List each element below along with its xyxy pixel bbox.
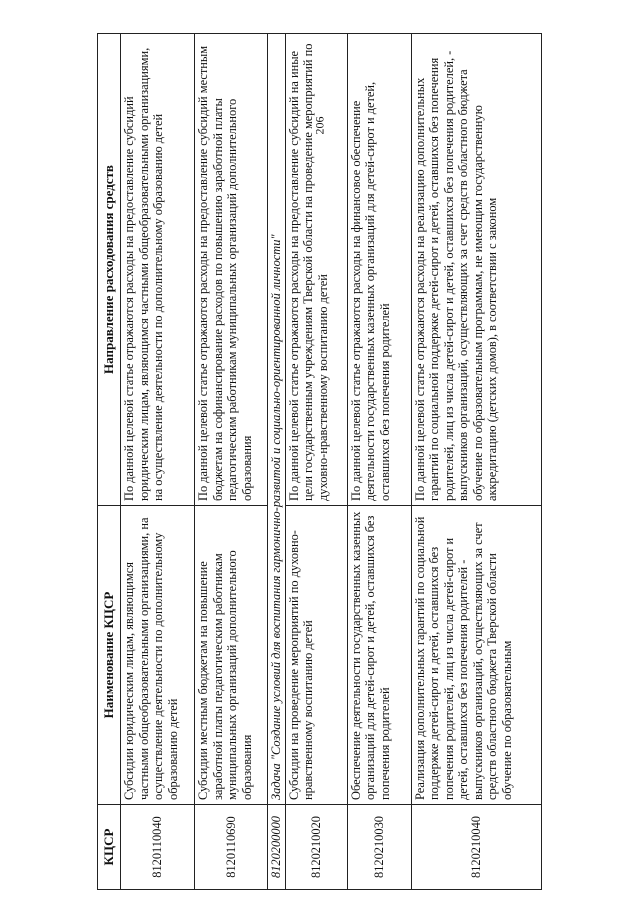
header-direction: Направление расходования средств: [98, 34, 121, 506]
row-name: Реализация дополнительных гарантий по социальной поддержке детей-сирот и детей, оставшихся без попечения родителей, лиц из числа детей-сирот и детей, оставшихся без попечения родителей - выпускников организаций, осуществляющих за счет средств областного бюджета Тверской области обучение по образовательным: [411, 506, 541, 805]
row-code: 8120210030: [347, 805, 411, 890]
task-text: Задача "Создание условий для воспитания гармонично-развитой и социально-ориентированной личности": [268, 34, 286, 805]
row-direction: По данной целевой статье отражаются расходы на финансовое обеспечение деятельности государственных казенных организаций для детей-сирот и детей, оставшихся без попечения родителей: [347, 34, 411, 506]
row-code: 8120210040: [411, 805, 541, 890]
header-code: КЦСР: [98, 805, 121, 890]
rotated-table-container: [97, 34, 597, 890]
row-direction: По данной целевой статье отражаются расходы на предоставление субсидий местным бюджетам на софинансирование расходов по повышению заработной платы педагогическим работникам муниципальных организаций дополнительного образования: [195, 34, 268, 506]
row-name: Субсидии юридическим лицам, являющимся частными общеобразовательными организациями, на осуществление деятельности по дополнительному образованию детей: [121, 506, 195, 805]
table-row: [411, 34, 541, 890]
row-name: Субсидии на проведение мероприятий по духовно-нравственному воспитанию детей: [285, 506, 347, 805]
row-name: Субсидии местным бюджетам на повышение заработной платы педагогическим работникам муниципальных организаций дополнительного образования: [195, 506, 268, 805]
table-row: [121, 34, 195, 890]
task-code: 8120200000: [268, 805, 286, 890]
kcsr-table: [97, 33, 542, 890]
row-code: 8120210020: [285, 805, 347, 890]
table-row: [285, 34, 347, 890]
header-name: Наименование КЦСР: [98, 506, 121, 805]
table-row: [347, 34, 411, 890]
row-direction: По данной целевой статье отражаются расходы на предоставление субсидий на иные цели государственным учреждениям Тверской области на проведение мероприятий по духовно-нравственному воспитанию детей: [285, 34, 347, 506]
row-name: Обеспечение деятельности государственных казенных организаций для детей-сирот и детей, оставшихся без попечения родителей: [347, 506, 411, 805]
table-row: [195, 34, 268, 890]
table-header-row: [98, 34, 121, 890]
row-direction: По данной целевой статье отражаются расходы на реализацию дополнительных гарантий по социальной поддержке детей-сирот и детей, оставшихся без попечения родителей, лиц из числа детей-сирот и детей, оставшихся без попечения родителей, - выпускников организаций, осуществляющих за счет средств областного бюджета обучение по образовательным программам, не имеющим государственную аккредитацию (детских домов), в соответствии с законом: [411, 34, 541, 506]
row-code: 8120110690: [195, 805, 268, 890]
row-direction: По данной целевой статье отражаются расходы на предоставление субсидий юридическим лицам, являющимся частными общеобразовательными организациями, на осуществление деятельности по дополнительному образованию детей: [121, 34, 195, 506]
row-code: 8120110040: [121, 805, 195, 890]
task-row: [268, 34, 286, 890]
page-number: 206: [312, 116, 327, 135]
